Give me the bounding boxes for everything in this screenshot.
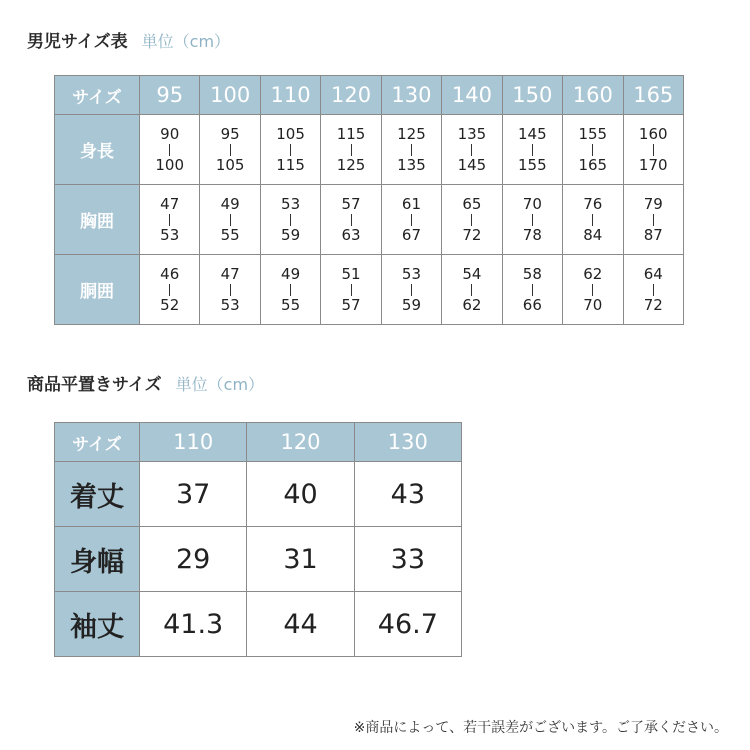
flat-size-title: 商品平置きサイズ [27, 375, 162, 395]
value-cell: 43 [354, 462, 461, 527]
range-cell: 125 135 [381, 115, 441, 185]
flat-size-heading [27, 370, 264, 395]
value-cell: 41.3 [140, 592, 247, 657]
range-cell: 145 155 [502, 115, 562, 185]
value-cell: 29 [140, 527, 247, 592]
range-cell: 58 66 [502, 255, 562, 325]
range-cell: 155 165 [563, 115, 623, 185]
range-cell: 49 55 [260, 255, 320, 325]
flat-size-table [54, 422, 462, 657]
value-cell: 33 [354, 527, 461, 592]
value-cell: 46.7 [354, 592, 461, 657]
size-cell: 120 [247, 423, 354, 462]
size-chart-unit: 単位（cm） [141, 32, 231, 51]
boys-size-table [54, 75, 684, 325]
range-cell: 76 84 [563, 185, 623, 255]
size-cell: 150 [502, 76, 562, 115]
range-cell: 53 59 [260, 185, 320, 255]
range-cell: 57 63 [321, 185, 381, 255]
value-cell: 37 [140, 462, 247, 527]
row-label: 着丈 [55, 462, 140, 527]
size-chart-heading [27, 27, 230, 52]
value-cell: 44 [247, 592, 354, 657]
row-label: 胸囲 [55, 185, 140, 255]
range-cell: 90 100 [140, 115, 200, 185]
range-cell: 53 59 [381, 255, 441, 325]
size-header-row [55, 423, 462, 462]
size-cell: 100 [200, 76, 260, 115]
row-label: 身幅 [55, 527, 140, 592]
range-cell: 47 53 [200, 255, 260, 325]
value-cell: 40 [247, 462, 354, 527]
range-cell: 61 67 [381, 185, 441, 255]
sleeve-row [55, 592, 462, 657]
waist-row [55, 255, 684, 325]
range-cell: 47 53 [140, 185, 200, 255]
size-chart-title: 男児サイズ表 [27, 32, 128, 52]
flat-size-unit: 単位（cm） [175, 375, 265, 394]
chest-row [55, 185, 684, 255]
range-cell: 49 55 [200, 185, 260, 255]
size-label-cell: サイズ [55, 423, 140, 462]
range-cell: 115 125 [321, 115, 381, 185]
size-cell: 160 [563, 76, 623, 115]
length-row [55, 462, 462, 527]
size-cell: 130 [381, 76, 441, 115]
size-label-cell: サイズ [55, 76, 140, 115]
row-label: 身長 [55, 115, 140, 185]
size-cell: 110 [140, 423, 247, 462]
size-cell: 120 [321, 76, 381, 115]
size-cell: 165 [623, 76, 684, 115]
range-cell: 105 115 [260, 115, 320, 185]
row-label: 袖丈 [55, 592, 140, 657]
range-cell: 64 72 [623, 255, 684, 325]
range-cell: 135 145 [442, 115, 502, 185]
range-cell: 79 87 [623, 185, 684, 255]
size-cell: 140 [442, 76, 502, 115]
range-cell: 160 170 [623, 115, 684, 185]
height-row [55, 115, 684, 185]
range-cell: 62 70 [563, 255, 623, 325]
value-cell: 31 [247, 527, 354, 592]
range-cell: 46 52 [140, 255, 200, 325]
width-row [55, 527, 462, 592]
size-cell: 95 [140, 76, 200, 115]
range-cell: 95 105 [200, 115, 260, 185]
size-cell: 110 [260, 76, 320, 115]
disclaimer-note: ※商品によって、若干誤差がございます。ご了承ください。 [353, 720, 728, 736]
range-cell: 65 72 [442, 185, 502, 255]
range-cell: 54 62 [442, 255, 502, 325]
size-cell: 130 [354, 423, 461, 462]
range-cell: 70 78 [502, 185, 562, 255]
row-label: 胴囲 [55, 255, 140, 325]
range-cell: 51 57 [321, 255, 381, 325]
size-header-row [55, 76, 684, 115]
